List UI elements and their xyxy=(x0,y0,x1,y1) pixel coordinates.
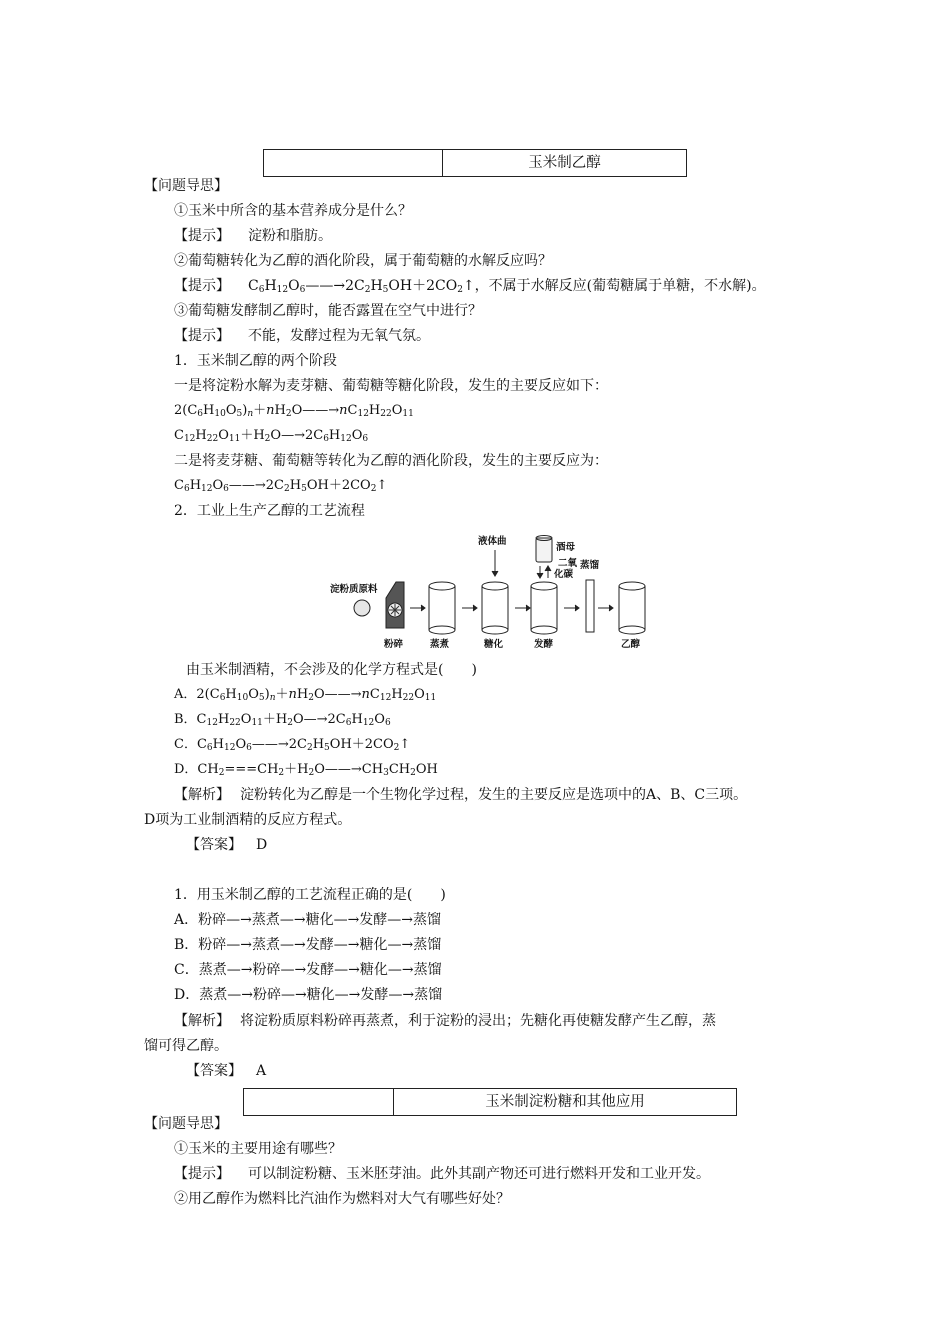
saccharification-tank xyxy=(482,582,508,590)
analysis-text: 将淀粉质原料粉碎再蒸煮，利于淀粉的浸出；先糖化再使糖发酵产生乙醇，蒸 xyxy=(240,1013,716,1029)
option-a: A．$2(C_6H_{10}O_5)_n+nH_2O——\to nC_{12}H_{22}O_{11}$ xyxy=(174,687,437,703)
ethanol-tank xyxy=(619,582,645,590)
equation: $2(C_6H_{10}O_5)_n+nH_2O——\to nC_{12}H_{22}O_{11}$ xyxy=(174,403,414,419)
question-3: ③葡萄糖发酵制乙醇时，能否露置在空气中进行？ xyxy=(174,303,482,319)
diagram-label-distill: 蒸馏 xyxy=(580,560,600,571)
analysis-text: D项为工业制酒精的反应方程式。 xyxy=(144,812,352,828)
answer-label: 【答案】 xyxy=(186,837,242,853)
diagram-label-raw-material: 淀粉质原料 xyxy=(330,584,378,595)
guide-label: 【问题导思】 xyxy=(144,1116,228,1132)
example-question: 由玉米制酒精，不会涉及的化学方程式是( ) xyxy=(186,662,477,678)
yeast-tank xyxy=(536,538,552,562)
answer-value: A xyxy=(256,1063,267,1079)
question-2: ②葡萄糖转化为乙醇的酒化阶段，属于葡萄糖的水解反应吗？ xyxy=(174,253,552,269)
equation: $C_6H_{12}O_6——\to 2C_2H_5OH+2CO_2↑$ xyxy=(174,478,388,494)
equation: $C_{12}H_{22}O_{11}+H_2O—\to 2C_6H_{12}O_6$ xyxy=(174,428,369,444)
paragraph-text: 一是将淀粉水解为麦芽糖、葡萄糖等糖化阶段，发生的主要反应如下： xyxy=(174,378,608,394)
section-table-2 xyxy=(243,1088,737,1116)
paragraph-title-1: 1．玉米制乙醇的两个阶段 xyxy=(174,353,337,369)
fermentation-tank xyxy=(531,582,557,590)
hint-2 xyxy=(174,277,766,295)
diagram-label-yeast: 酒母 xyxy=(556,542,576,553)
hint-text: ，不属于水解反应(葡萄糖属于单糖，不水解)。 xyxy=(474,278,766,294)
diagram-label-co2-2: 化碳 xyxy=(554,569,574,580)
analysis-text: 馏可得乙醇。 xyxy=(144,1038,228,1054)
exercise-question: 1．用玉米制乙醇的工艺流程正确的是( ) xyxy=(174,887,446,903)
example-answer xyxy=(186,836,267,854)
exercise-option-c: C．蒸煮—→粉碎—→发酵—→糖化—→蒸馏 xyxy=(174,962,442,978)
exercise-answer xyxy=(186,1062,266,1080)
hint-text: 淀粉和脂肪。 xyxy=(248,228,332,244)
option-b: B．$C_{12}H_{22}O_{11}+H_2O—\to 2C_6H_{12}O_6$ xyxy=(174,712,391,728)
hint-1 xyxy=(174,227,332,245)
option-d: D．$CH_2===CH_2+H_2O——\to CH_3CH_2OH$ xyxy=(174,762,438,778)
exercise-option-d: D．蒸煮—→粉碎—→糖化—→发酵—→蒸馏 xyxy=(174,987,443,1003)
question-1: ①玉米的主要用途有哪些？ xyxy=(174,1141,342,1157)
answer-label: 【答案】 xyxy=(186,1063,242,1079)
raw-material-sphere xyxy=(354,600,370,616)
hint-label: 【提示】 xyxy=(174,228,230,244)
hint-label: 【提示】 xyxy=(174,1166,230,1182)
analysis-label: 【解析】 xyxy=(174,1013,230,1029)
analysis-label: 【解析】 xyxy=(174,787,230,803)
distillation-column xyxy=(586,580,594,632)
paragraph-text: 二是将麦芽糖、葡萄糖等转化为乙醇的酒化阶段，发生的主要反应为： xyxy=(174,453,608,469)
example-analysis xyxy=(174,786,747,804)
question-2: ②用乙醇作为燃料比汽油作为燃料对大气有哪些好处？ xyxy=(174,1191,510,1207)
diagram-step-label: 蒸煮 xyxy=(430,639,450,650)
hint-label: 【提示】 xyxy=(174,328,230,344)
diagram-label-enzyme: 液体曲 xyxy=(478,536,507,547)
hint-label: 【提示】 xyxy=(174,278,230,294)
section-table-1 xyxy=(263,149,687,177)
answer-value: D xyxy=(256,837,268,853)
diagram-step-label: 糖化 xyxy=(484,639,504,650)
exercise-option-a: A．粉碎—→蒸煮—→糖化—→发酵—→蒸馏 xyxy=(174,912,442,928)
guide-label: 【问题导思】 xyxy=(144,178,228,194)
paragraph-title-2: 2．工业上生产乙醇的工艺流程 xyxy=(174,503,365,519)
hint-1 xyxy=(174,1165,710,1183)
section-title: 玉米制淀粉糖和其他应用 xyxy=(485,1094,645,1110)
hint-3 xyxy=(174,327,430,345)
exercise-option-b: B．粉碎—→蒸煮—→发酵—→糖化—→蒸馏 xyxy=(174,937,442,953)
option-c: C．$C_6H_{12}O_6——\to 2C_2H_5OH+2CO_2↑$ xyxy=(174,737,411,753)
equation: $C_6H_{12}O_6——\to 2C_2H_5OH+2CO_2↑$ xyxy=(248,278,475,295)
section-title: 玉米制乙醇 xyxy=(528,155,601,171)
process-flow-diagram xyxy=(322,530,658,650)
analysis-text: 淀粉转化为乙醇是一个生物化学过程，发生的主要反应是选项中的A、B、C三项。 xyxy=(240,787,748,803)
question-1: ①玉米中所含的基本营养成分是什么？ xyxy=(174,203,412,219)
hint-text: 可以制淀粉糖、玉米胚芽油。此外其副产物还可进行燃料开发和工业开发。 xyxy=(248,1166,710,1182)
cooking-tank xyxy=(429,582,455,590)
diagram-label-co2-1: 二氧 xyxy=(558,558,578,569)
hint-text: 不能，发酵过程为无氧气氛。 xyxy=(248,328,430,344)
diagram-step-label: 乙醇 xyxy=(621,639,641,650)
diagram-step-label: 发酵 xyxy=(534,639,554,650)
exercise-analysis xyxy=(174,1012,716,1030)
diagram-step-label: 粉碎 xyxy=(384,639,404,650)
